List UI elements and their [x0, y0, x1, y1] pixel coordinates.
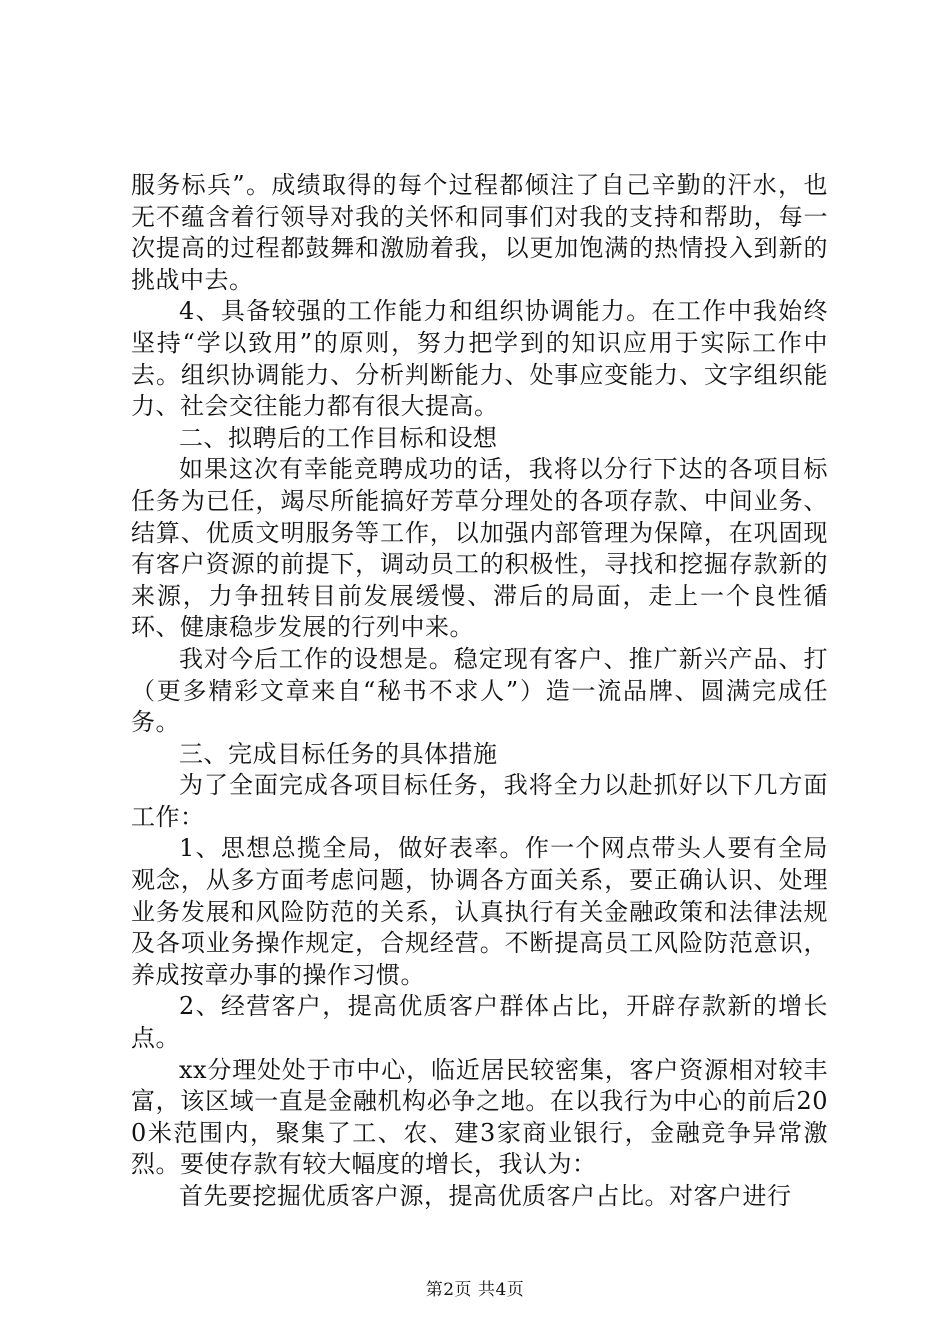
paragraph-first-step: 首先要挖掘优质客户源，提高优质客户占比。对客户进行 — [179, 1182, 792, 1210]
paragraph-measure-2: 2、经营客户，提高优质客户群体占比，开辟存款新的增长点。 — [131, 992, 828, 1053]
paragraph-plans: 我对今后工作的设想是。稳定现有客户、推广新兴产品、打（更多精彩文章来自“秘书不求人”）造一流品牌、圆满完成任务。 — [131, 644, 828, 737]
section-heading-goals: 二、拟聘后的工作目标和设想 — [179, 423, 498, 452]
document-body — [131, 170, 828, 1213]
page-number-footer: 第2页 共4页 — [425, 1280, 525, 1300]
section-heading-measures: 三、完成目标任务的具体措施 — [179, 739, 498, 768]
paragraph-continuation: 服务标兵”。成绩取得的每个过程都倾注了自己辛勤的汗水，也无不蕴含着行领导对我的关怀和同事们对我的支持和帮助，每一次提高的过程都鼓舞和激励着我，以更加饱满的热情投入到新的挑战中去。 — [131, 171, 828, 294]
paragraph-goals: 如果这次有幸能竞聘成功的话，我将以分行下达的各项目标任务为已任，竭尽所能搞好芳草分理处的各项存款、中间业务、结算、优质文明服务等工作，以加强内部管理为保障，在巩固现有客户资源的前提下，调动员工的积极性，寻找和挖掘存款新的来源，力争扭转目前发展缓慢、滞后的局面，走上一个良性循环、健康稳步发展的行列中来。 — [131, 455, 828, 642]
paragraph-branch-context: xx分理处处于市中心，临近居民较密集，客户资源相对较丰富，该区域一直是金融机构必争之地。在以我行为中心的前后200米范围内，聚集了工、农、建3家商业银行，金融竞争异常激烈。要使存款有较大幅度的增长，我认为： — [131, 1055, 828, 1179]
paragraph-measures-intro: 为了全面完成各项目标任务，我将全力以赴抓好以下几方面工作： — [131, 771, 828, 831]
paragraph-measure-1: 1、思想总揽全局，做好表率。作一个网点带头人要有全局观念，从多方面考虑问题，协调各方面关系，要正确认识、处理业务发展和风险防范的关系，认真执行有关金融政策和法律法规及各项业务操作规定，合规经营。不断提高员工风险防范意识，养成按章办事的操作习惯。 — [131, 834, 828, 989]
paragraph-abilities: 4、具备较强的工作能力和组织协调能力。在工作中我始终坚持“学以致用”的原则，努力把学到的知识应用于实际工作中去。组织协调能力、分析判断能力、处事应变能力、文字组织能力、社会交往能力都有很大提高。 — [131, 297, 828, 421]
